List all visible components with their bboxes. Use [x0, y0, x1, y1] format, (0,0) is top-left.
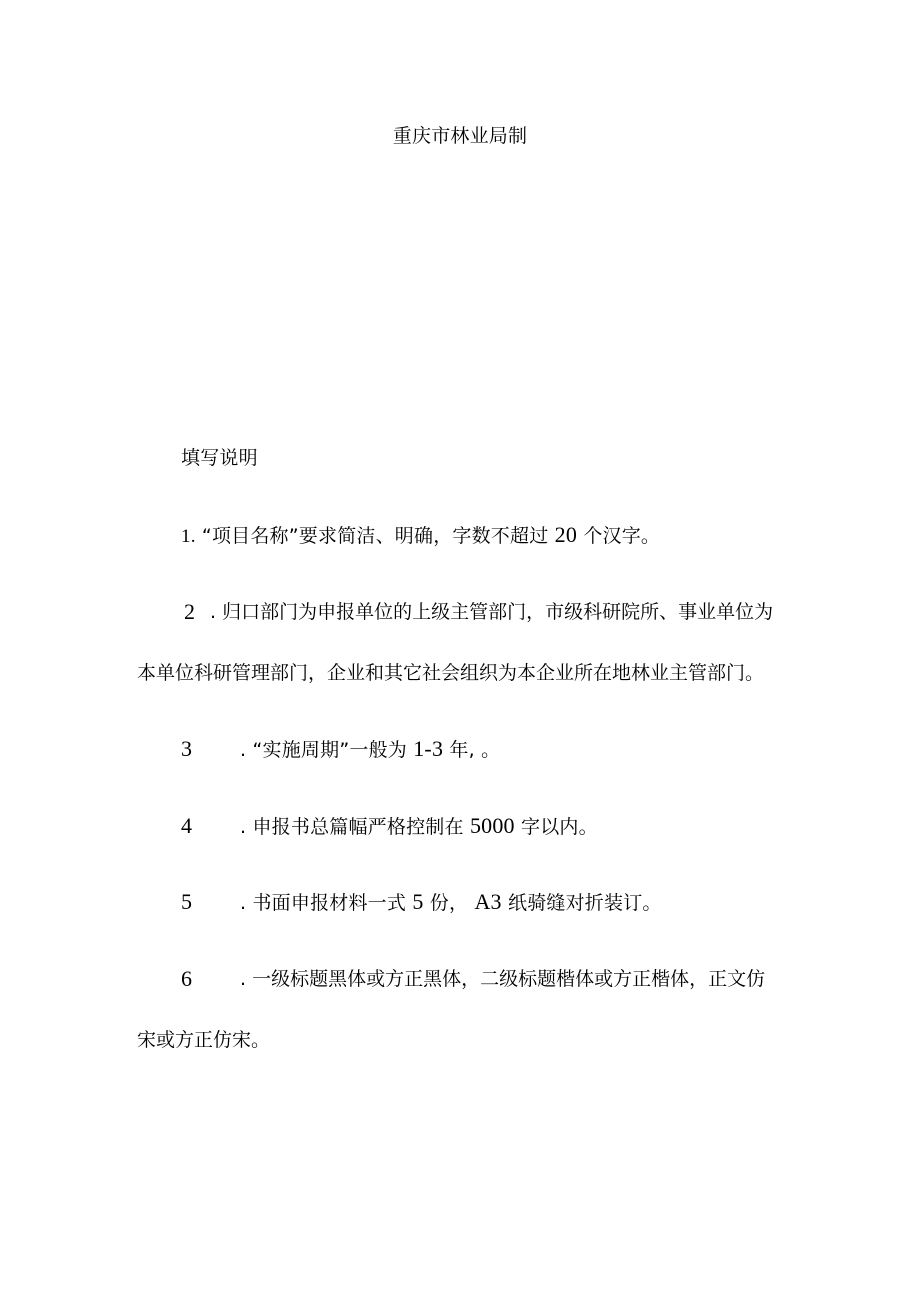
item-value: 20 — [554, 522, 578, 547]
item-text: “项目名称”要求简洁、明确，字数不超过 — [201, 525, 549, 547]
item-number: 1. — [181, 526, 196, 547]
item-text-mid: 份， — [429, 892, 469, 914]
issuer-label: 重庆市林业局制 — [392, 125, 528, 147]
instruction-item-4 — [240, 814, 598, 839]
instruction-item-6: . 一级标题黑体或方正黑体，二级标题楷体或方正楷体，正文仿 — [240, 968, 766, 990]
instruction-item-3 — [240, 737, 500, 762]
item-value: 1-3 — [413, 736, 444, 761]
item-text-end: 字以内。 — [521, 816, 598, 838]
instruction-item-2-continuation: 本单位科研管理部门，企业和其它社会组织为本企业所在地林业主管部门。 — [137, 662, 765, 684]
item-text: . “实施周期”一般为 — [240, 739, 407, 761]
item-number-3: 3 — [181, 736, 192, 761]
item-value: 5 — [412, 889, 424, 914]
instruction-item-5 — [240, 890, 662, 915]
item-value-2: A3 — [474, 889, 502, 914]
instruction-item-2: . 归口部门为申报单位的上级主管部门，市级科研院所、事业单位为 — [210, 601, 774, 623]
item-text-end: 个汉字。 — [583, 525, 661, 547]
item-number-4: 4 — [181, 813, 192, 838]
item-text-end: 年, 。 — [449, 739, 501, 761]
item-number-2: 2 — [184, 599, 195, 624]
item-number-5: 5 — [181, 889, 192, 914]
item-text: . 申报书总篇幅严格控制在 — [240, 816, 464, 838]
item-number-6: 6 — [181, 966, 192, 991]
instruction-item-6-continuation: 宋或方正仿宋。 — [137, 1029, 271, 1051]
item-text: . 书面申报材料一式 — [240, 892, 407, 914]
instruction-item-1 — [181, 523, 660, 549]
instructions-title: 填写说明 — [181, 447, 258, 469]
item-value: 5000 — [469, 813, 515, 838]
item-text-end: 纸骑缝对折装订。 — [508, 892, 662, 914]
